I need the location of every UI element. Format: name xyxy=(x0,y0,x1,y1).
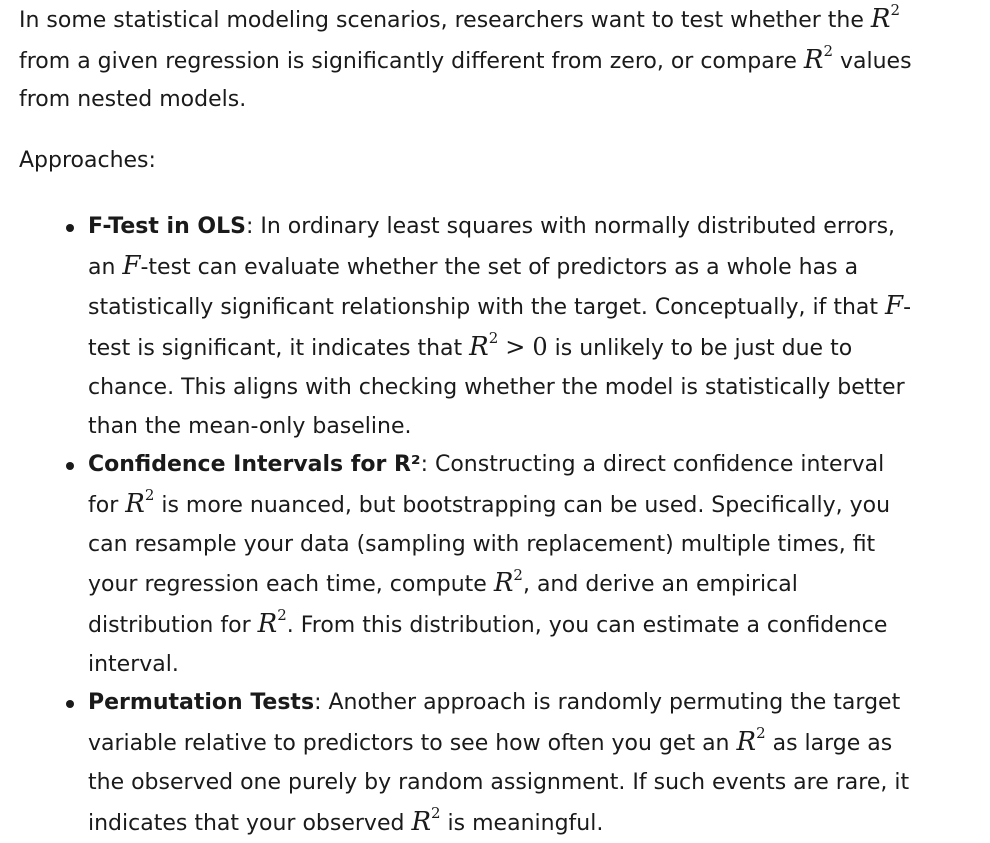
approaches-list xyxy=(88,208,918,843)
math-r-squared: $R^2$ xyxy=(411,803,441,837)
intro-text: In some statistical modeling scenarios, researchers want to test whether the xyxy=(19,8,871,33)
math-r-squared: $R^2$ xyxy=(125,486,155,519)
intro-paragraph xyxy=(19,0,919,120)
math-zero: 0 xyxy=(532,333,548,362)
list-item-f-test: F-Test in OLS: In ordinary least squares with normally distributed errors, an F-test can evaluate whether the set of predictors as a whole has a statistically significant relationship with the target. Conceptually, if that F-test is significant, it indicates that $R^2 > 0$ is unlikely to be just due to chance. This aligns with checking whether the model is statistically better than the mean-only baseline. xyxy=(88,208,918,446)
math-r-squared: $R^2$ xyxy=(803,41,833,75)
math-f: F xyxy=(122,250,141,281)
math-r-squared: $R^2$ xyxy=(257,606,287,640)
intro-text: from a given regression is significantly different from zero, or compare xyxy=(19,48,804,74)
item-title: Permutation Tests xyxy=(88,690,315,716)
math-r-squared: $R^2$ xyxy=(493,565,523,599)
item-title: F-Test in OLS xyxy=(88,214,246,239)
list-item-confidence-intervals: Confidence Intervals for R²: Constructing a direct confidence interval for $R^2$ is more nuanced, but bootstrapping can be used. Specifically, you can resample your data (sampling with replacement) multiple times, fit your regression each time, compute $R^2$, and derive an empirical distribution for $R^2$. From this distribution, you can estimate a confidence interval. xyxy=(88,446,918,684)
math-r-squared-gt-zero: $R^2$ xyxy=(469,329,499,363)
math-gt: > xyxy=(505,333,526,362)
math-f: F xyxy=(885,291,904,322)
math-r-squared: $R^2$ xyxy=(736,724,766,758)
math-r-squared: $R^2$ xyxy=(870,1,901,34)
approaches-label: Approaches: xyxy=(19,148,156,173)
list-item-permutation-tests: Permutation Tests: Another approach is randomly permuting the target variable relative to predictors to see how often you get an $R^2$ as large as the observed one purely by random assignment. If such events are rare, it indicates that your observed $R^2$ is meaningful. xyxy=(88,684,918,843)
item-title: Confidence Intervals for R² xyxy=(88,452,421,478)
intro-text: values from nested models. xyxy=(19,48,912,112)
